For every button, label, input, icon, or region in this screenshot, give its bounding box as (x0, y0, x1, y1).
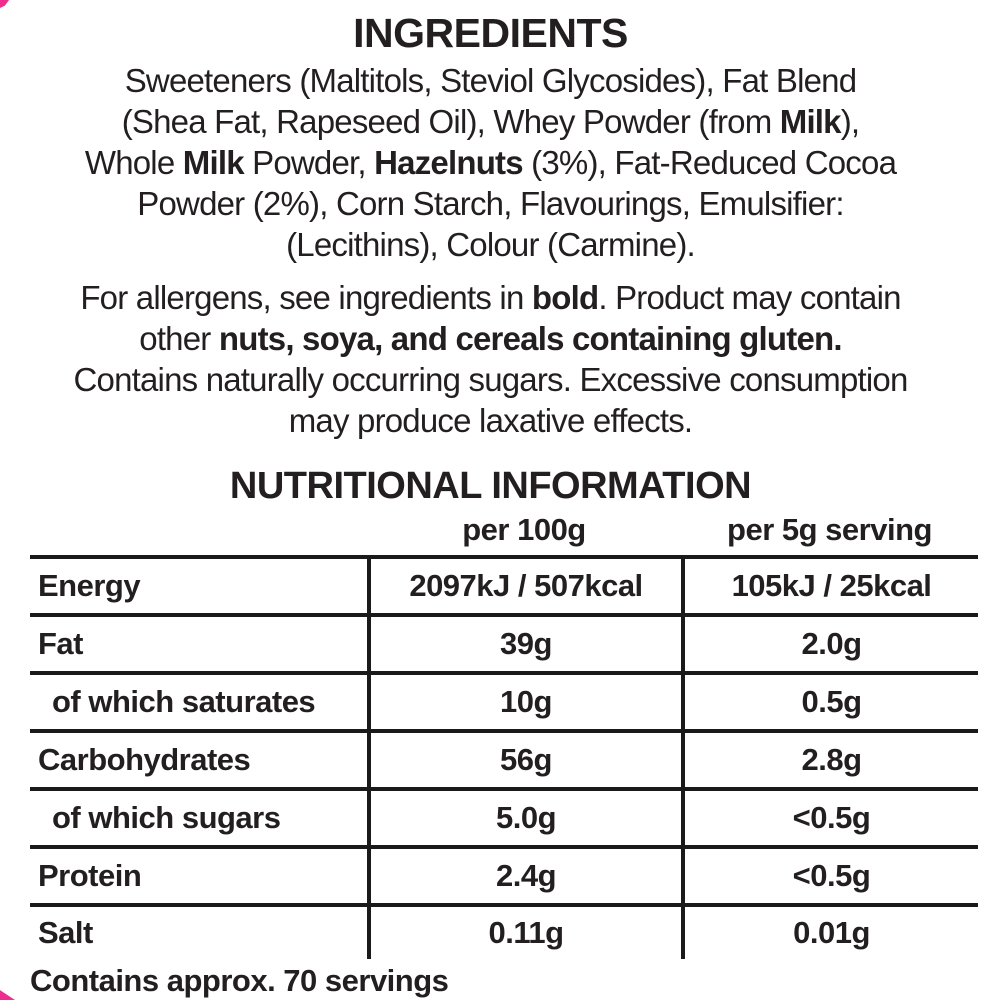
value-per-100g: 10g (367, 675, 681, 733)
column-header-per-5g-serving: per 5g serving (727, 512, 932, 547)
text-line: other nuts, soya, and cereals containing gluten. (139, 320, 842, 357)
text-line: Whole Milk Powder, Hazelnuts (3%), Fat-Reduced Cocoa (84, 144, 897, 181)
value-per-5g: <0.5g (681, 791, 978, 849)
nutrient-label: Protein (30, 849, 367, 907)
text-line: (Lecithins), Colour (Carmine). (286, 226, 695, 263)
pink-print-mark-top-icon (0, 0, 9, 8)
value-per-100g: 2.4g (367, 849, 681, 907)
value-per-5g: 2.8g (681, 733, 978, 791)
text-line: Sweeteners (Maltitols, Steviol Glycosides), Fat Blend (124, 62, 857, 99)
value-per-5g: 0.5g (681, 675, 978, 733)
servings-note: Contains approx. 70 servings (30, 963, 449, 998)
nutrient-label: Energy (30, 559, 367, 617)
nutrition-table (30, 555, 978, 959)
value-per-5g: 105kJ / 25kcal (681, 559, 978, 617)
allergen-advice-text (0, 277, 981, 441)
text-line: (Shea Fat, Rapeseed Oil), Whey Powder (from Milk), (121, 103, 860, 140)
nutrient-label: of which sugars (30, 791, 367, 849)
nutrition-column-headers (30, 512, 978, 555)
ingredients-title: INGREDIENTS (353, 10, 628, 56)
text-line: Powder (2%), Corn Starch, Flavourings, Emulsifier: (137, 185, 844, 222)
value-per-100g: 0.11g (367, 907, 681, 959)
value-per-100g: 5.0g (367, 791, 681, 849)
value-per-100g: 56g (367, 733, 681, 791)
value-per-100g: 39g (367, 617, 681, 675)
nutrient-label: Salt (38, 915, 93, 950)
column-header-per-100g: per 100g (462, 512, 586, 547)
nutrition-title: NUTRITIONAL INFORMATION (229, 465, 752, 507)
nutrient-label: Fat (30, 617, 367, 675)
value-per-100g: 2097kJ / 507kcal (367, 559, 681, 617)
text-line: For allergens, see ingredients in bold. Product may contain (80, 279, 901, 316)
value-per-5g: 2.0g (681, 617, 978, 675)
pink-print-mark-bottom-icon (0, 989, 15, 1000)
text-line: Contains naturally occurring sugars. Excessive consumption (73, 361, 908, 398)
value-per-5g: 0.01g (681, 907, 978, 959)
ingredients-text (0, 60, 981, 265)
column-header-spacer (30, 512, 367, 548)
nutrient-label: Carbohydrates (30, 733, 367, 791)
nutrient-label: of which saturates (30, 675, 367, 733)
value-per-5g: <0.5g (681, 849, 978, 907)
text-line: may produce laxative effects. (288, 402, 693, 439)
